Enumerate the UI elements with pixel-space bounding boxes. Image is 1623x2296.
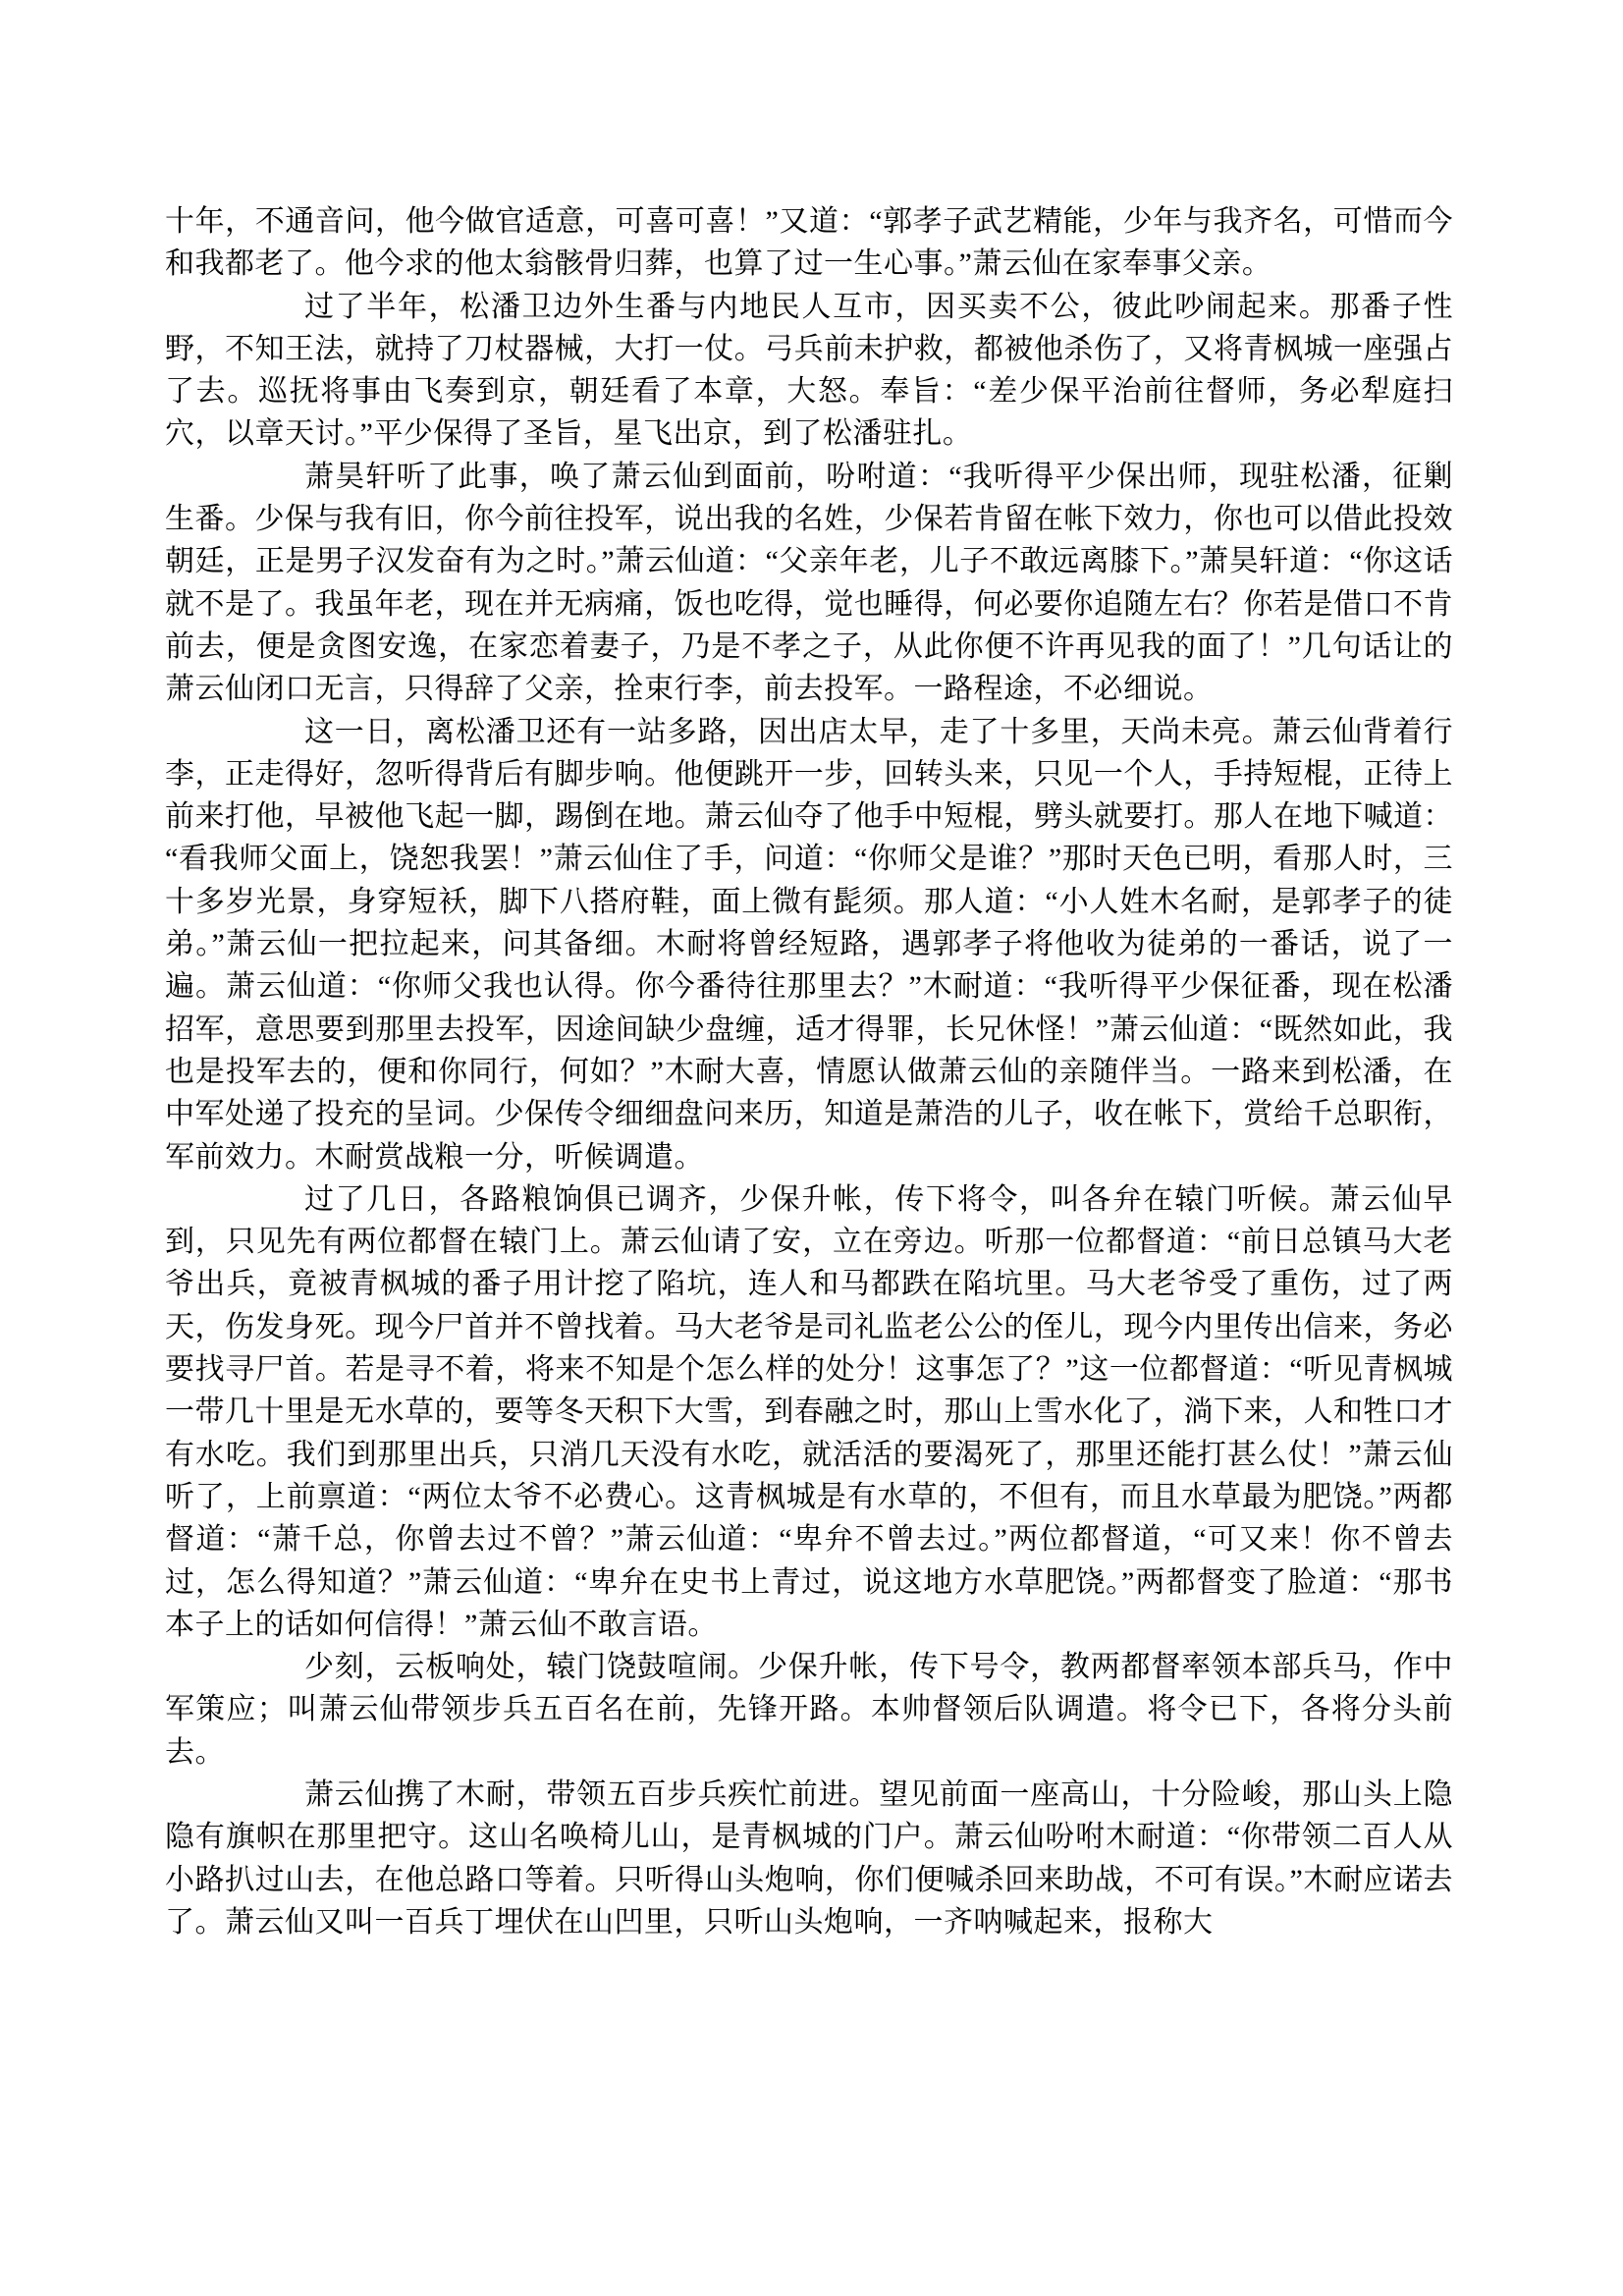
- paragraph: 过了几日，各路粮饷俱已调齐，少保升帐，传下将令，叫各弁在辕门听候。萧云仙早到，只见先有两位都督在辕门上。萧云仙请了安，立在旁边。听那一位都督道：“前日总镇马大老爷出兵，竟被青枫城的番子用计挖了陷坑，连人和马都跌在陷坑里。马大老爷受了重伤，过了两天，伤发身死。现今尸首并不曾找着。马大老爷是司礼监老公公的侄儿，现今内里传出信来，务必要找寻尸首。若是寻不着，将来不知是个怎么样的处分！这事怎了？”这一位都督道：“听见青枫城一带几十里是无水草的，要等冬天积下大雪，到春融之时，那山上雪水化了，淌下来，人和牲口才有水吃。我们到那里出兵，只消几天没有水吃，就活活的要渴死了，那里还能打甚么仗！”萧云仙听了，上前禀道：“两位太爷不必费心。这青枫城是有水草的，不但有，而且水草最为肥饶。”两都督道：“萧千总，你曾去过不曾？”萧云仙道：“卑弁不曾去过。”两位都督道，“可又来！你不曾去过，怎么得知道？”萧云仙道：“卑弁在史书上青过，说这地方水草肥饶。”两都督变了脸道：“那书本子上的话如何信得！”萧云仙不敢言语。: [165, 1182, 1453, 1641]
- page-text-block: [165, 200, 1453, 1943]
- paragraph: 过了半年，松潘卫边外生番与内地民人互市，因买卖不公，彼此吵闹起来。那番子性野，不知王法，就持了刀杖器械，大打一仗。弓兵前未护救，都被他杀伤了，又将青枫城一座强占了去。巡抚将事由飞奏到京，朝廷看了本章，大怒。奉旨：“差少保平治前往督师，务必犁庭扫穴，以章天讨。”平少保得了圣旨，星飞出京，到了松潘驻扎。: [165, 290, 1453, 451]
- paragraph: 萧昊轩听了此事，唤了萧云仙到面前，吩咐道：“我听得平少保出师，现驻松潘，征剿生番。少保与我有旧，你今前往投军，说出我的名姓，少保若肯留在帐下效力，你也可以借此投效朝廷，正是男子汉发奋有为之时。”萧云仙道：“父亲年老，儿子不敢远离膝下。”萧昊轩道：“你这话就不是了。我虽年老，现在并无病痛，饭也吃得，觉也睡得，何必要你追随左右？你若是借口不肯前去，便是贪图安逸，在家恋着妻子，乃是不孝之子，从此你便不许再见我的面了！”几句话让的萧云仙闭口无言，只得辞了父亲，拴束行李，前去投军。一路程途，不必细说。: [165, 460, 1453, 706]
- paragraph: 萧云仙携了木耐，带领五百步兵疾忙前进。望见前面一座高山，十分险峻，那山头上隐隐有旗帜在那里把守。这山名唤椅儿山，是青枫城的门户。萧云仙吩咐木耐道：“你带领二百人从小路扒过山去，在他总路口等着。只听得山头炮响，你们便喊杀回来助战，不可有误。”木耐应诺去了。萧云仙又叫一百兵丁埋伏在山凹里，只听山头炮响，一齐呐喊起来，报称大: [165, 1777, 1453, 1939]
- paragraph: 十年，不通音问，他今做官适意，可喜可喜！”又道：“郭孝子武艺精能，少年与我齐名，可惜而今和我都老了。他今求的他太翁骸骨归葬，也算了过一生心事。”萧云仙在家奉事父亲。: [165, 205, 1453, 281]
- paragraph: 这一日，离松潘卫还有一站多路，因出店太早，走了十多里，天尚未亮。萧云仙背着行李，正走得好，忽听得背后有脚步响。他便跳开一步，回转头来，只见一个人，手持短棍，正待上前来打他，早被他飞起一脚，踢倒在地。萧云仙夺了他手中短棍，劈头就要打。那人在地下喊道：“看我师父面上，饶恕我罢！”萧云仙住了手，问道：“你师父是谁？”那时天色已明，看那人时，三十多岁光景，身穿短袄，脚下八搭府鞋，面上微有髭须。那人道：“小人姓木名耐，是郭孝子的徒弟。”萧云仙一把拉起来，问其备细。木耐将曾经短路，遇郭孝子将他收为徒弟的一番话，说了一遍。萧云仙道：“你师父我也认得。你今番待往那里去？”木耐道：“我听得平少保征番，现在松潘招军，意思要到那里去投军，因途间缺少盘缠，适才得罪，长兄休怪！”萧云仙道：“既然如此，我也是投军去的，便和你同行，何如？”木耐大喜，情愿认做萧云仙的亲随伴当。一路来到松潘，在中军处递了投充的呈词。少保传令细细盘问来历，知道是萧浩的儿子，收在帐下，赏给千总职衔，军前效力。木耐赏战粮一分，听候调遣。: [165, 715, 1453, 1174]
- paragraph: 少刻，云板响处，辕门饶鼓喧闹。少保升帐，传下号令，教两都督率领本部兵马，作中军策应；叫萧云仙带领步兵五百名在前，先锋开路。本帅督领后队调遣。将令已下，各将分头前去。: [165, 1651, 1453, 1769]
